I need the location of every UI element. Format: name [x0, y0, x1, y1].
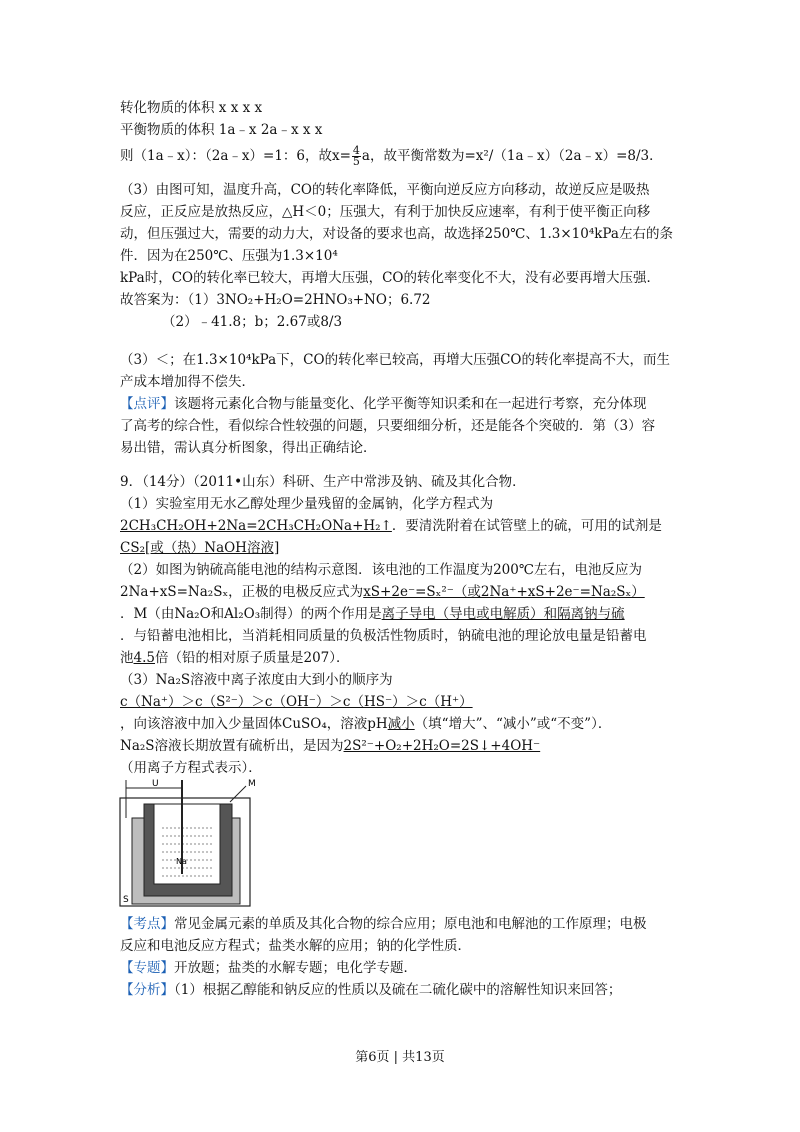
- zhuanti-tag: 【专题】: [120, 960, 174, 976]
- text-line: （用离子方程式表示）．: [120, 760, 262, 776]
- text-line: 产成本增加得不偿失．: [120, 374, 255, 390]
- text-line: （3）Na₂S溶液中离子浓度由大到小的顺序为: [120, 672, 393, 688]
- text-line: [120, 146, 663, 167]
- answer-blank: xS+2e⁻=Sₓ²⁻（或2Na⁺+xS+2e⁻=Na₂Sₓ）: [363, 584, 645, 600]
- text-line: 反应，正反应是放热反应，△H＜0；压强大，有利于加快反应速率，有利于使平衡正向移: [120, 204, 651, 220]
- text-line: 故答案为：（1）3NO₂+H₂O=2HNO₃+NO；6.72: [120, 292, 431, 308]
- label-na: Na: [176, 857, 187, 866]
- text-line: [120, 648, 350, 668]
- text-fragment: 倍（铅的相对原子质量是207）．: [154, 650, 350, 666]
- question-title: 9．（14分）（2011•山东）科研、生产中常涉及钠、硫及其化合物．: [120, 474, 526, 490]
- fraction-numerator: 4: [352, 144, 360, 157]
- answer-blank: CS₂[或（热）NaOH溶液]: [120, 540, 280, 556]
- answer-blank: 2CH₃CH₂OH+2Na=2CH₃CH₂ONa+H₂↑: [120, 518, 392, 534]
- text-line: 件．因为在250℃、压强为1.3×10⁴: [120, 248, 338, 264]
- text-line: 反应和电池反应方程式；盐类水解的应用；钠的化学性质．: [120, 938, 471, 954]
- text-fragment: ，向该溶液中加入少量固体CuSO₄，溶液pH: [120, 716, 388, 732]
- text-line: （3）＜；在1.3×10⁴kPa下，CO的转化率已较高，再增大压强CO的转化率提高不大，而生: [120, 352, 670, 368]
- text-fragment: 2Na+xS=Na₂Sₓ，正极的电极反应式为: [120, 584, 364, 600]
- text-fragment: （填“增大”、“减小”或“不变”）．: [414, 716, 612, 732]
- text-line: [120, 714, 611, 734]
- text-line: （3）由图可知，温度升高，CO的转化率降低，平衡向逆反应方向移动，故逆反应是吸热: [120, 182, 650, 198]
- text-line: [120, 604, 625, 624]
- text-fragment: 池: [120, 650, 134, 666]
- text-line: 易出错，需认真分析图象，得出正确结论．: [120, 440, 377, 456]
- battery-diagram: [118, 778, 260, 908]
- text-fragment: 该题将元素化合物与能量变化、化学平衡等知识柔和在一起进行考察，充分体现: [174, 396, 647, 412]
- text-line: kPa时，CO的转化率已较大，再增大压强，CO的转化率变化不大，没有必要再增大压强．: [120, 270, 660, 286]
- text-line: 平衡物质的体积 1a﹣x 2a﹣x x x: [120, 122, 323, 138]
- text-line: [120, 582, 645, 602]
- text-fragment: （1）根据乙醇能和钠反应的性质以及硫在二硫化碳中的溶解性知识来回答；: [174, 982, 622, 998]
- text-line: （2）﹣41.8；b；2.67或8/3: [162, 314, 343, 330]
- text-line: ．与铅蓄电池相比，当消耗相同质量的负极活性物质时，钠硫电池的理论放电量是铅蓄电: [120, 628, 647, 644]
- text-fragment: a，故平衡常数为=x²/（1a﹣x）（2a﹣x）=8/3．: [361, 148, 663, 164]
- text-fragment: 则（1a﹣x）：（2a﹣x）=1：6，故x=: [120, 148, 351, 164]
- text-line: 了高考的综合性，看似综合性较强的问题，只要细细分析，还是能各个突破的．第（3）容: [120, 418, 656, 434]
- page-footer: 第6页 | 共13页: [355, 1050, 445, 1065]
- answer-blank: 4.5: [133, 650, 155, 666]
- fraction-denominator: 5: [352, 155, 360, 168]
- text-line: （1）实验室用无水乙醇处理少量残留的金属钠，化学方程式为: [120, 496, 494, 512]
- label-u: U: [152, 779, 159, 789]
- text-line: [120, 958, 417, 978]
- text-line: 转化物质的体积 x x x x: [120, 100, 263, 116]
- text-fragment: 常见金属元素的单质及其化合物的综合应用；原电池和电解池的工作原理；电极: [174, 916, 647, 932]
- answer-blank: 2S²⁻+O₂+2H₂O=2S↓+4OH⁻: [343, 738, 541, 754]
- text-line: [120, 914, 647, 934]
- text-fragment: ．要清洗附着在试管壁上的硫，可用的试剂是: [391, 518, 662, 534]
- text-line: [120, 736, 540, 756]
- text-fragment: 开放题；盐类的水解专题；电化学专题．: [174, 960, 417, 976]
- text-fragment: Na₂S溶液长期放置有硫析出，是因为: [120, 738, 344, 754]
- answer-blank: 减小: [387, 716, 415, 732]
- text-line: [120, 538, 279, 558]
- fraction: [352, 146, 361, 167]
- fenxi-tag: 【分析】: [120, 982, 174, 998]
- text-line: [120, 516, 662, 536]
- answer-blank: 离子导电（导电或电解质）和隔离钠与硫: [381, 606, 625, 622]
- text-line: [120, 394, 647, 414]
- label-m: M: [248, 779, 256, 789]
- text-line: [120, 692, 473, 712]
- text-line: 动，但压强过大，需要的动力大，对设备的要求也高，故选择250℃、1.3×10⁴kPa左右的条: [120, 226, 673, 242]
- label-s: S: [123, 895, 129, 905]
- answer-blank: c（Na⁺）＞c（S²⁻）＞c（OH⁻）＞c（HS⁻）＞c（H⁺）: [120, 694, 473, 710]
- text-fragment: ．M（由Na₂O和Al₂O₃制得）的两个作用是: [120, 606, 382, 622]
- kaodian-tag: 【考点】: [120, 916, 174, 932]
- text-line: （2）如图为钠硫高能电池的结构示意图．该电池的工作温度为200℃左右，电池反应为: [120, 562, 642, 578]
- text-line: [120, 980, 621, 1000]
- comment-tag: 【点评】: [120, 396, 174, 412]
